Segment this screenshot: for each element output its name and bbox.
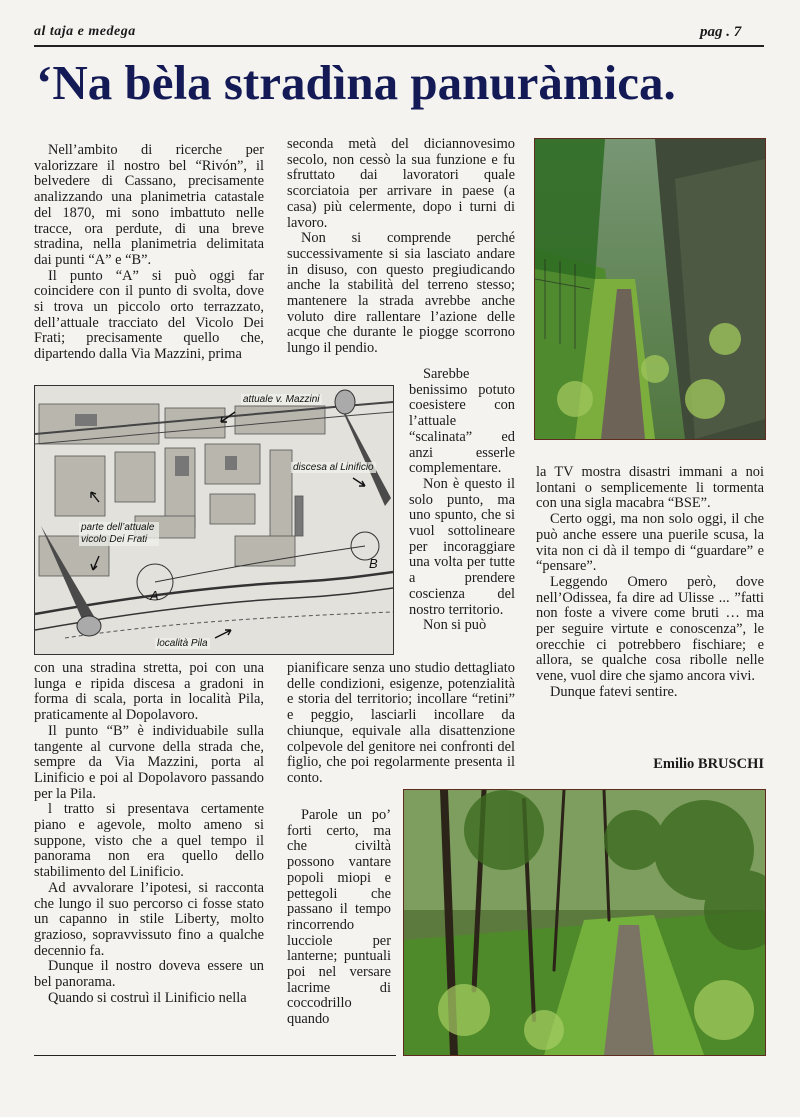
paragraph: Ad avvalorare l’ipotesi, si racconta che lungo il suo percorso ci fosse stato un capanno in stile Liberty, molto grazioso, sopravvissuto fino a qualche decennio fa. — [34, 879, 264, 959]
paragraph: Non si comprende perché successivamente si sia lasciato andare in disuso, con questo pregiudicando anche la stabilità del terreno stesso; mantenere la strada avrebbe anche voluto dire rallentare l’azione delle acque che durante le piogge scorrono lungo il pendio. — [287, 230, 515, 357]
column-1-bottom — [34, 661, 264, 1006]
column-2-narrow-bottom — [287, 808, 391, 1028]
photo-path-bottom — [403, 789, 766, 1056]
column-1-top — [34, 143, 264, 363]
map-drawing — [35, 386, 393, 654]
paragraph: Parole un po’ forti certo, ma che civiltà possono vantare popoli miopi e pettegoli che passano il tempo rincorrendo lucciole per lanterne; puntuali poi nel versare lacrime di coccodrillo quando — [287, 807, 391, 1028]
photo-path-bottom-image — [404, 790, 765, 1055]
article-title: ‘Na bèla stradìna panuràmica. — [36, 55, 676, 110]
column-3 — [536, 465, 764, 701]
paragraph: Dunque il nostro doveva essere un bel panorama. — [34, 958, 264, 991]
map-label-vicolo: parte dell’attuale vicolo Dei Frati — [79, 522, 159, 546]
footer-rule — [34, 1055, 396, 1056]
paragraph: seconda metà del diciannovesimo secolo, non cessò la sua funzione e fu sfruttato dai lavoratori quale scorciatoia per arrivare in paese (a casa) più celermente, dopo i turni di lavoro. — [287, 136, 515, 231]
map-label-pila: località Pila — [157, 638, 208, 649]
paragraph: pianificare senza uno studio dettagliato delle condizioni, esigenze, potenzialità e storia del territorio; incollare “retini” e peggio, lasciarli incollare da chiunque, equivale alla disattenzione colpevole del genitore nei confronti del figlio, che poi regolarmente presenta il conto. — [287, 660, 515, 786]
map-label-discesa: discesa al Linificio — [293, 462, 374, 473]
paragraph: la TV mostra disastri immani a noi lontani o semplicemente li tormenta con una sigla macabra “BSE”. — [536, 464, 764, 512]
paragraph: Nell’ambito di ricerche per valorizzare il nostro bel “Rivón”, il belvedere di Cassano, precisamente analizzando una planimetria catastale del 1870, mi sono imbattuto nelle tracce, ora perdute, di una breve stradina, nella planimetria delimitata dai punti “A” e “B”. — [34, 142, 264, 268]
column-2-top — [287, 137, 515, 357]
column-2-narrow — [409, 367, 515, 634]
header-rule — [34, 45, 764, 47]
column-2-bottom — [287, 661, 515, 787]
cadastral-map — [34, 385, 394, 655]
paragraph: Il punto “B” è individuabile sulla tangente al curvone della strada che, sempre da Via Mazzini, porta al Linificio e poi al Dopolavoro passando per la Pila. — [34, 722, 264, 802]
paragraph: Quando si costruì il Linificio nella — [48, 989, 247, 1006]
paragraph: Certo oggi, ma non solo oggi, il che può anche essere una puerile scusa, la vita non ci dà il tempo di “guardare” e “pensare”. — [536, 511, 764, 575]
paragraph: Leggendo Omero però, dove nell’Odissea, fa dire ad Ulisse ... ”fatti non foste a vivere come bruti … ma per seguire virtute e conoscenza”, le orecchie ci potrebbero fischiare; e allora, se qualche cosa ribolle nelle vene, vuol dire che sjamo ancora vivi. — [536, 573, 764, 685]
map-label-mazzini: attuale v. Mazzini — [243, 394, 320, 405]
page-number: pag . 7 — [700, 24, 742, 40]
header-section: al taja e medega — [34, 24, 136, 39]
author-signature: Emilio BRUSCHI — [653, 756, 764, 772]
paragraph: Non si può — [423, 617, 487, 634]
map-point-a: A — [150, 588, 159, 603]
photo-path-top-image — [535, 139, 765, 439]
paragraph: Dunque fatevi sentire. — [550, 683, 678, 700]
photo-path-top — [534, 138, 766, 440]
paragraph: Sarebbe benissimo potuto coesistere con l’attuale “scalinata” ed anzi esserle complementare. — [409, 366, 515, 477]
paragraph: Non è questo il solo punto, ma uno spunto, che si vuol sottolineare per incoraggiare una volta per tutte a prendere coscienza del nostro territorio. — [409, 475, 515, 618]
paragraph: con una stradina stretta, poi con una lunga e ripida discesa a gradoni in forma di scala, porta in località Pila, praticamente al Dopolavoro. — [34, 660, 264, 724]
paragraph: l tratto si presentava certamente piano e agevole, molto ameno si suppone, visto che a quel tempo il panorama non era quello dello stabilimento del Linificio. — [34, 801, 264, 881]
map-point-b: B — [369, 556, 378, 571]
paragraph: Il punto “A” si può oggi far coincidere con il punto di svolta, dove si trova un piccolo orto terrazzato, dell’attuale tracciato del Vicolo Dei Frati; precisamente quello che, dipartendo dalla Via Mazzini, prima — [34, 267, 264, 363]
